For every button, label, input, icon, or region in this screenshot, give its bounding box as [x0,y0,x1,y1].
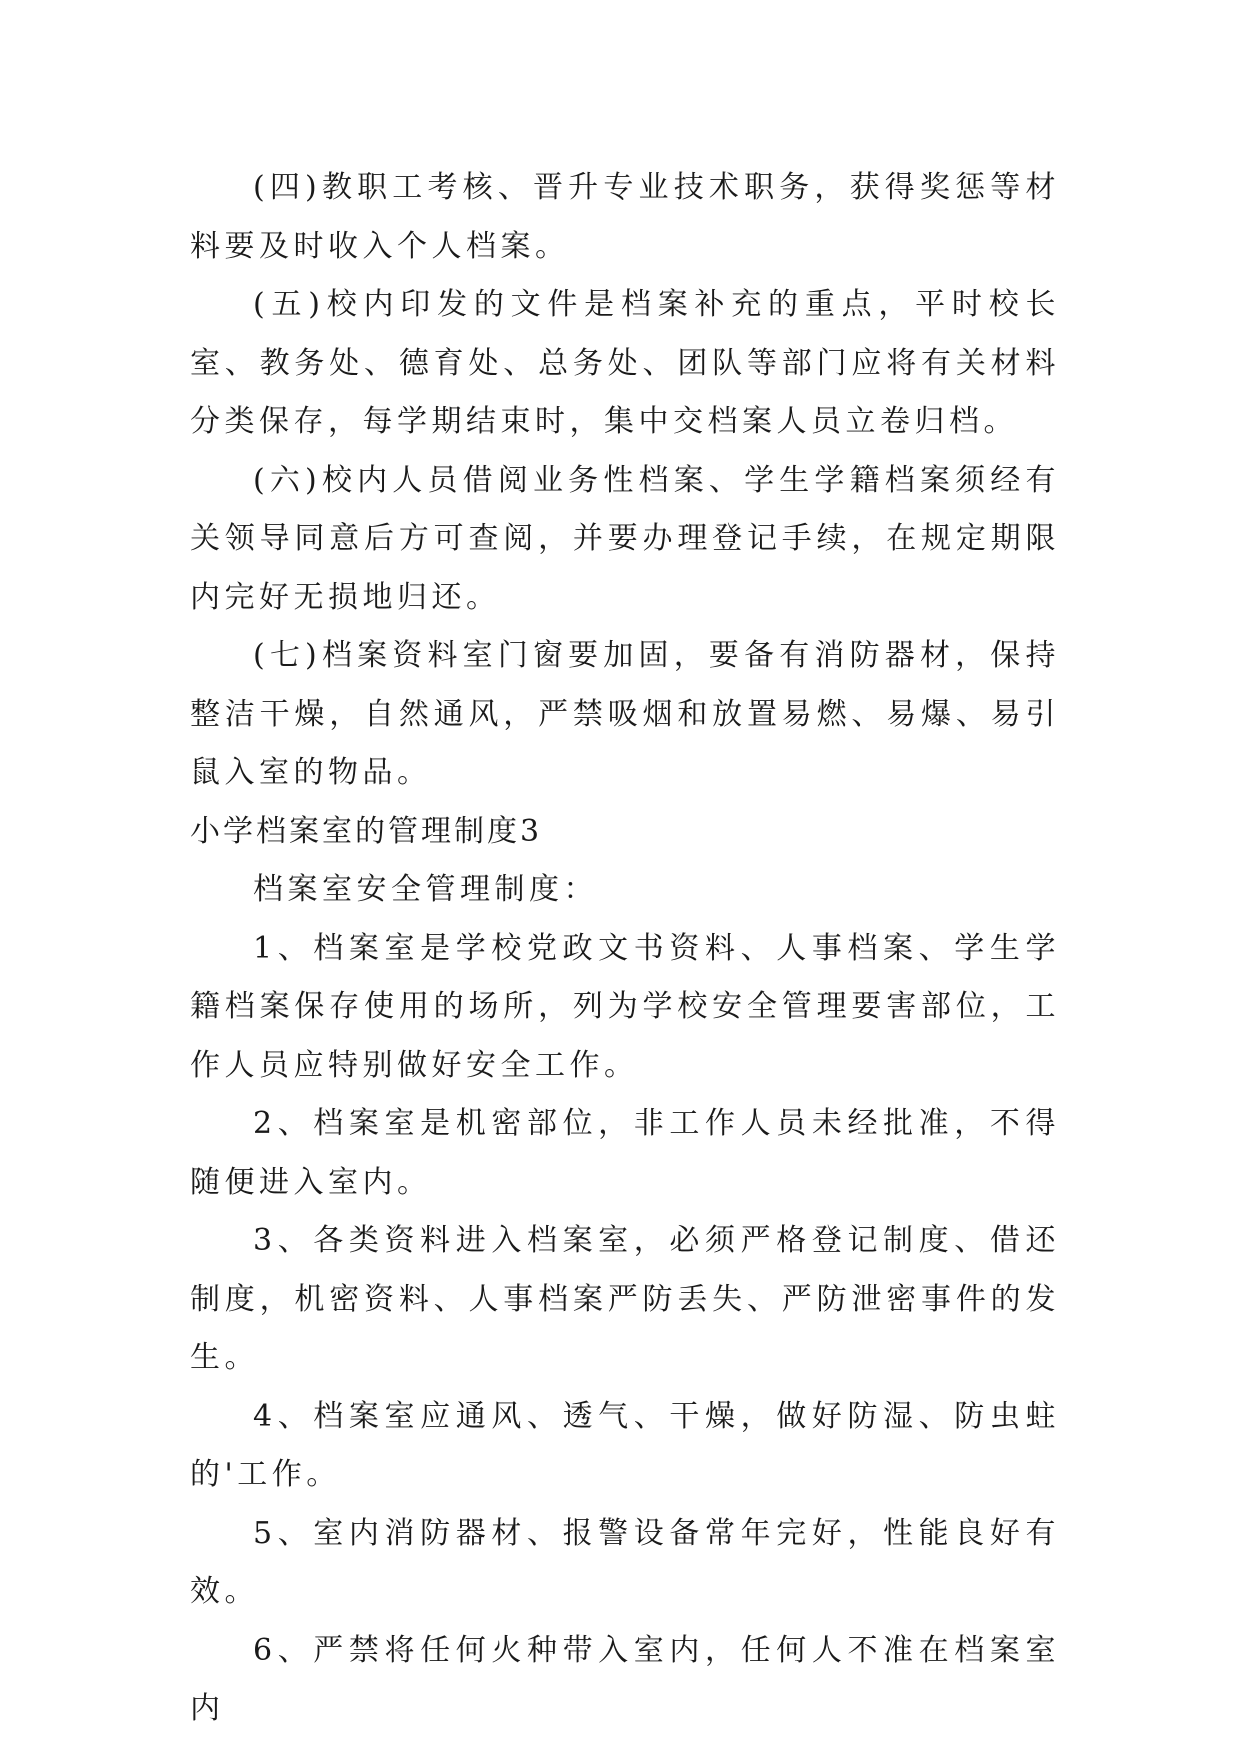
paragraph-item-7: (七)档案资料室门窗要加固，要备有消防器材，保持整洁干燥，自然通风，严禁吸烟和放置易燃、易爆、易引鼠入室的物品。 [190,638,1060,790]
rule-item-1: 1、档案室是学校党政文书资料、人事档案、学生学籍档案保存使用的场所，列为学校安全管理要害部位，工作人员应特别做好安全工作。 [190,930,1060,1083]
rule-item-2: 2、档案室是机密部位，非工作人员未经批准，不得随便进入室内。 [190,1106,1060,1200]
subsection-title: 档案室安全管理制度： [253,872,598,907]
paragraph-item-6: (六)校内人员借阅业务性档案、学生学籍档案须经有关领导同意后方可查阅，并要办理登记手续，在规定期限内完好无损地归还。 [190,462,1060,615]
paragraph-item-4: (四)教职工考核、晋升专业技术职务，获得奖惩等材料要及时收入个人档案。 [190,170,1060,264]
rule-item-5: 5、室内消防器材、报警设备常年完好，性能良好有效。 [190,1515,1060,1609]
rule-item-3: 3、各类资料进入档案室，必须严格登记制度、借还制度，机密资料、人事档案严防丢失、严防泄密事件的发生。 [190,1223,1060,1375]
document-page [190,159,1060,1739]
rule-item-4: 4、档案室应通风、透气、干燥，做好防湿、防虫蛀的'工作。 [190,1398,1060,1492]
rule-item-6: 6、严禁将任何火种带入室内，任何人不准在档案室内 [190,1632,1060,1726]
paragraph-item-5: (五)校内印发的文件是档案补充的重点，平时校长室、教务处、德育处、总务处、团队等部门应将有关材料分类保存，每学期结束时，集中交档案人员立卷归档。 [190,287,1060,439]
section-heading: 小学档案室的管理制度3 [190,813,543,849]
